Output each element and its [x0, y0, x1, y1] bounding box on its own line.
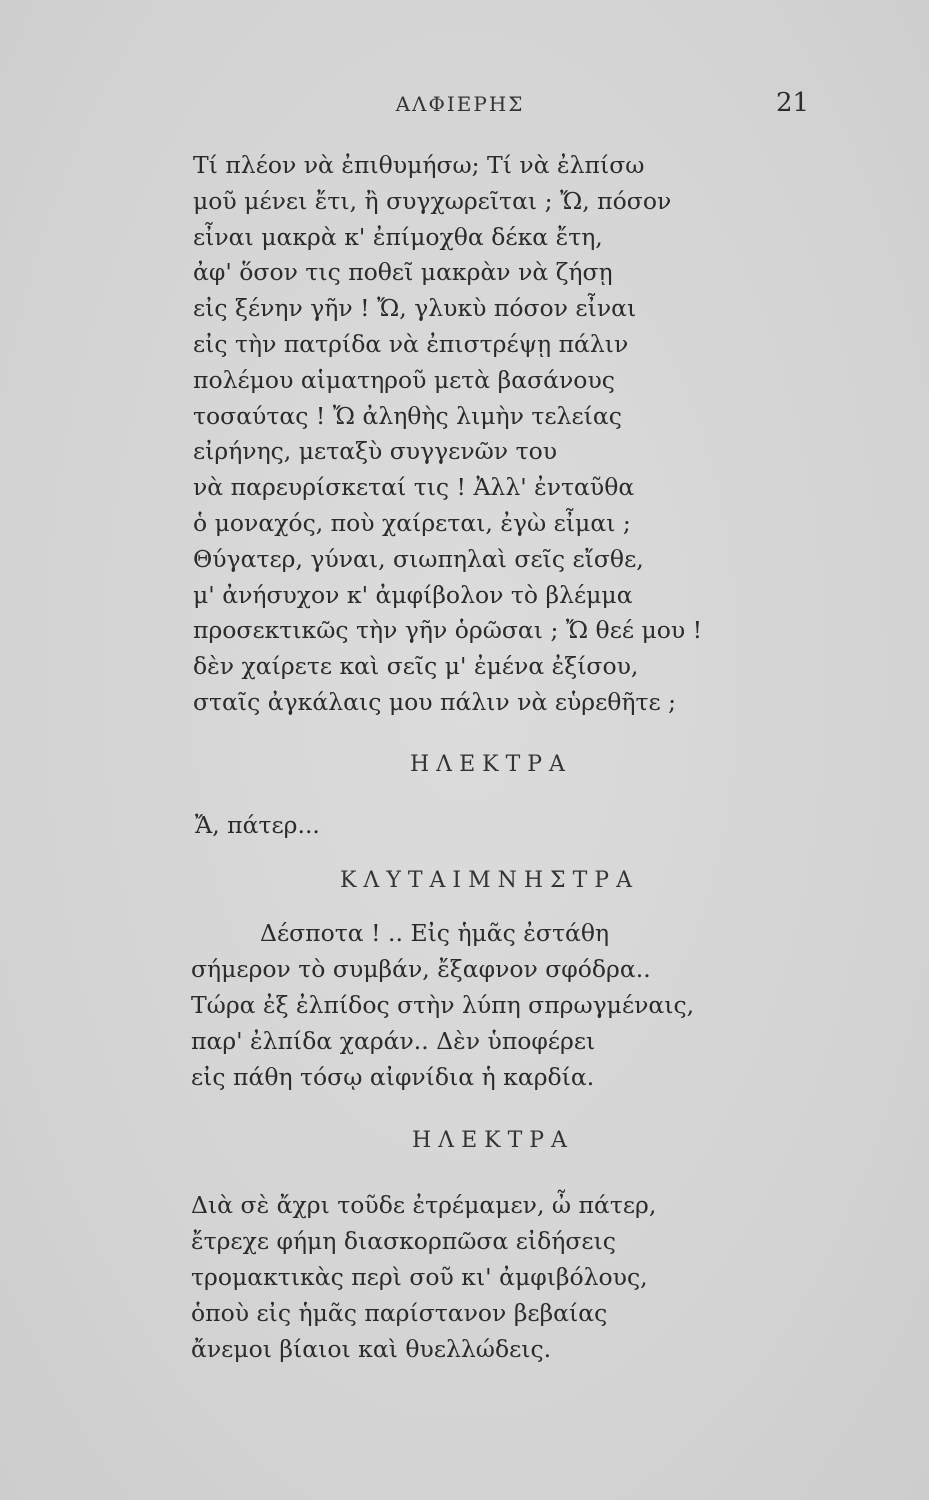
text-line: πολέμου αἱματηροῦ μετὰ βασάνους: [193, 366, 615, 394]
text-line: προσεκτικῶς τὴν γῆν ὁρῶσαι ; Ὤ θεέ μου !: [193, 616, 703, 644]
text-line: μοῦ μένει ἔτι, ἢ συγχωρεῖται ; Ὤ, πόσον: [193, 187, 672, 215]
text-line: Τώρα ἐξ ἐλπίδος στὴν λύπη σπρωγμέναις,: [191, 991, 695, 1019]
text-line: ἔτρεχε φήμη διασκορπῶσα εἰδήσεις: [191, 1227, 616, 1255]
text-line: ἄνεμοι βίαιοι καὶ θυελλώδεις.: [191, 1335, 552, 1363]
text-line: σήμερον τὸ συμβάν, ἔξαφνον σφόδρα..: [191, 955, 651, 983]
speaker-name: ΗΛΕΚΤΡΑ: [412, 1128, 574, 1153]
text-line: Ἄ, πάτερ...: [195, 811, 320, 839]
text-line: Τί πλέον νὰ ἐπιθυμήσω; Τί νὰ ἐλπίσω: [193, 151, 645, 179]
text-line: εἰς πάθη τόσῳ αἰφνίδια ἡ καρδία.: [191, 1063, 595, 1091]
text-line: ὁποὺ εἰς ἡμᾶς παρίστανον βεβαίας: [191, 1299, 608, 1327]
text-line: νὰ παρευρίσκεταί τις ! Ἀλλ' ἐνταῦθα: [193, 473, 635, 501]
text-line: τρομακτικὰς περὶ σοῦ κι' ἀμφιβόλους,: [191, 1263, 648, 1291]
text-line: δὲν χαίρετε καὶ σεῖς μ' ἐμένα ἐξίσου,: [193, 652, 639, 680]
text-line: παρ' ἐλπίδα χαράν.. Δὲν ὑποφέρει: [191, 1027, 596, 1055]
text-line: μ' ἀνήσυχον κ' ἀμφίβολον τὸ βλέμμα: [193, 581, 633, 609]
text-line: ὁ μοναχός, ποὺ χαίρεται, ἐγὼ εἶμαι ;: [193, 509, 631, 537]
text-line: εἰς τὴν πατρίδα νὰ ἐπιστρέψῃ πάλιν: [193, 330, 629, 358]
text-line: εἶναι μακρὰ κ' ἐπίμοχθα δέκα ἔτη,: [193, 223, 603, 251]
text-line: σταῖς ἀγκάλαις μου πάλιν νὰ εὑρεθῆτε ;: [193, 688, 677, 716]
running-title: ΑΛΦΙΕΡΗΣ: [395, 92, 525, 116]
page-number: 21: [776, 88, 810, 118]
text-line: Διὰ σὲ ἄχρι τοῦδε ἐτρέμαμεν, ὦ πάτερ,: [191, 1191, 657, 1219]
speaker-name: ΚΛΥΤΑΙΜΝΗΣΤΡΑ: [340, 868, 639, 893]
text-line: εἰρήνης, μεταξὺ συγγενῶν του: [193, 437, 557, 465]
text-line: τοσαύτας ! Ὤ ἀληθὴς λιμὴν τελείας: [193, 402, 622, 430]
text-line: Θύγατερ, γύναι, σιωπηλαὶ σεῖς εἴσθε,: [193, 545, 644, 573]
text-line: Δέσποτα ! .. Εἰς ἡμᾶς ἐστάθη: [260, 919, 610, 947]
text-line: ἀφ' ὅσον τις ποθεῖ μακρὰν νὰ ζήσῃ: [193, 258, 613, 286]
speaker-name: ΗΛΕΚΤΡΑ: [410, 752, 572, 777]
text-line: εἰς ξένην γῆν ! Ὤ, γλυκὺ πόσον εἶναι: [193, 294, 637, 322]
